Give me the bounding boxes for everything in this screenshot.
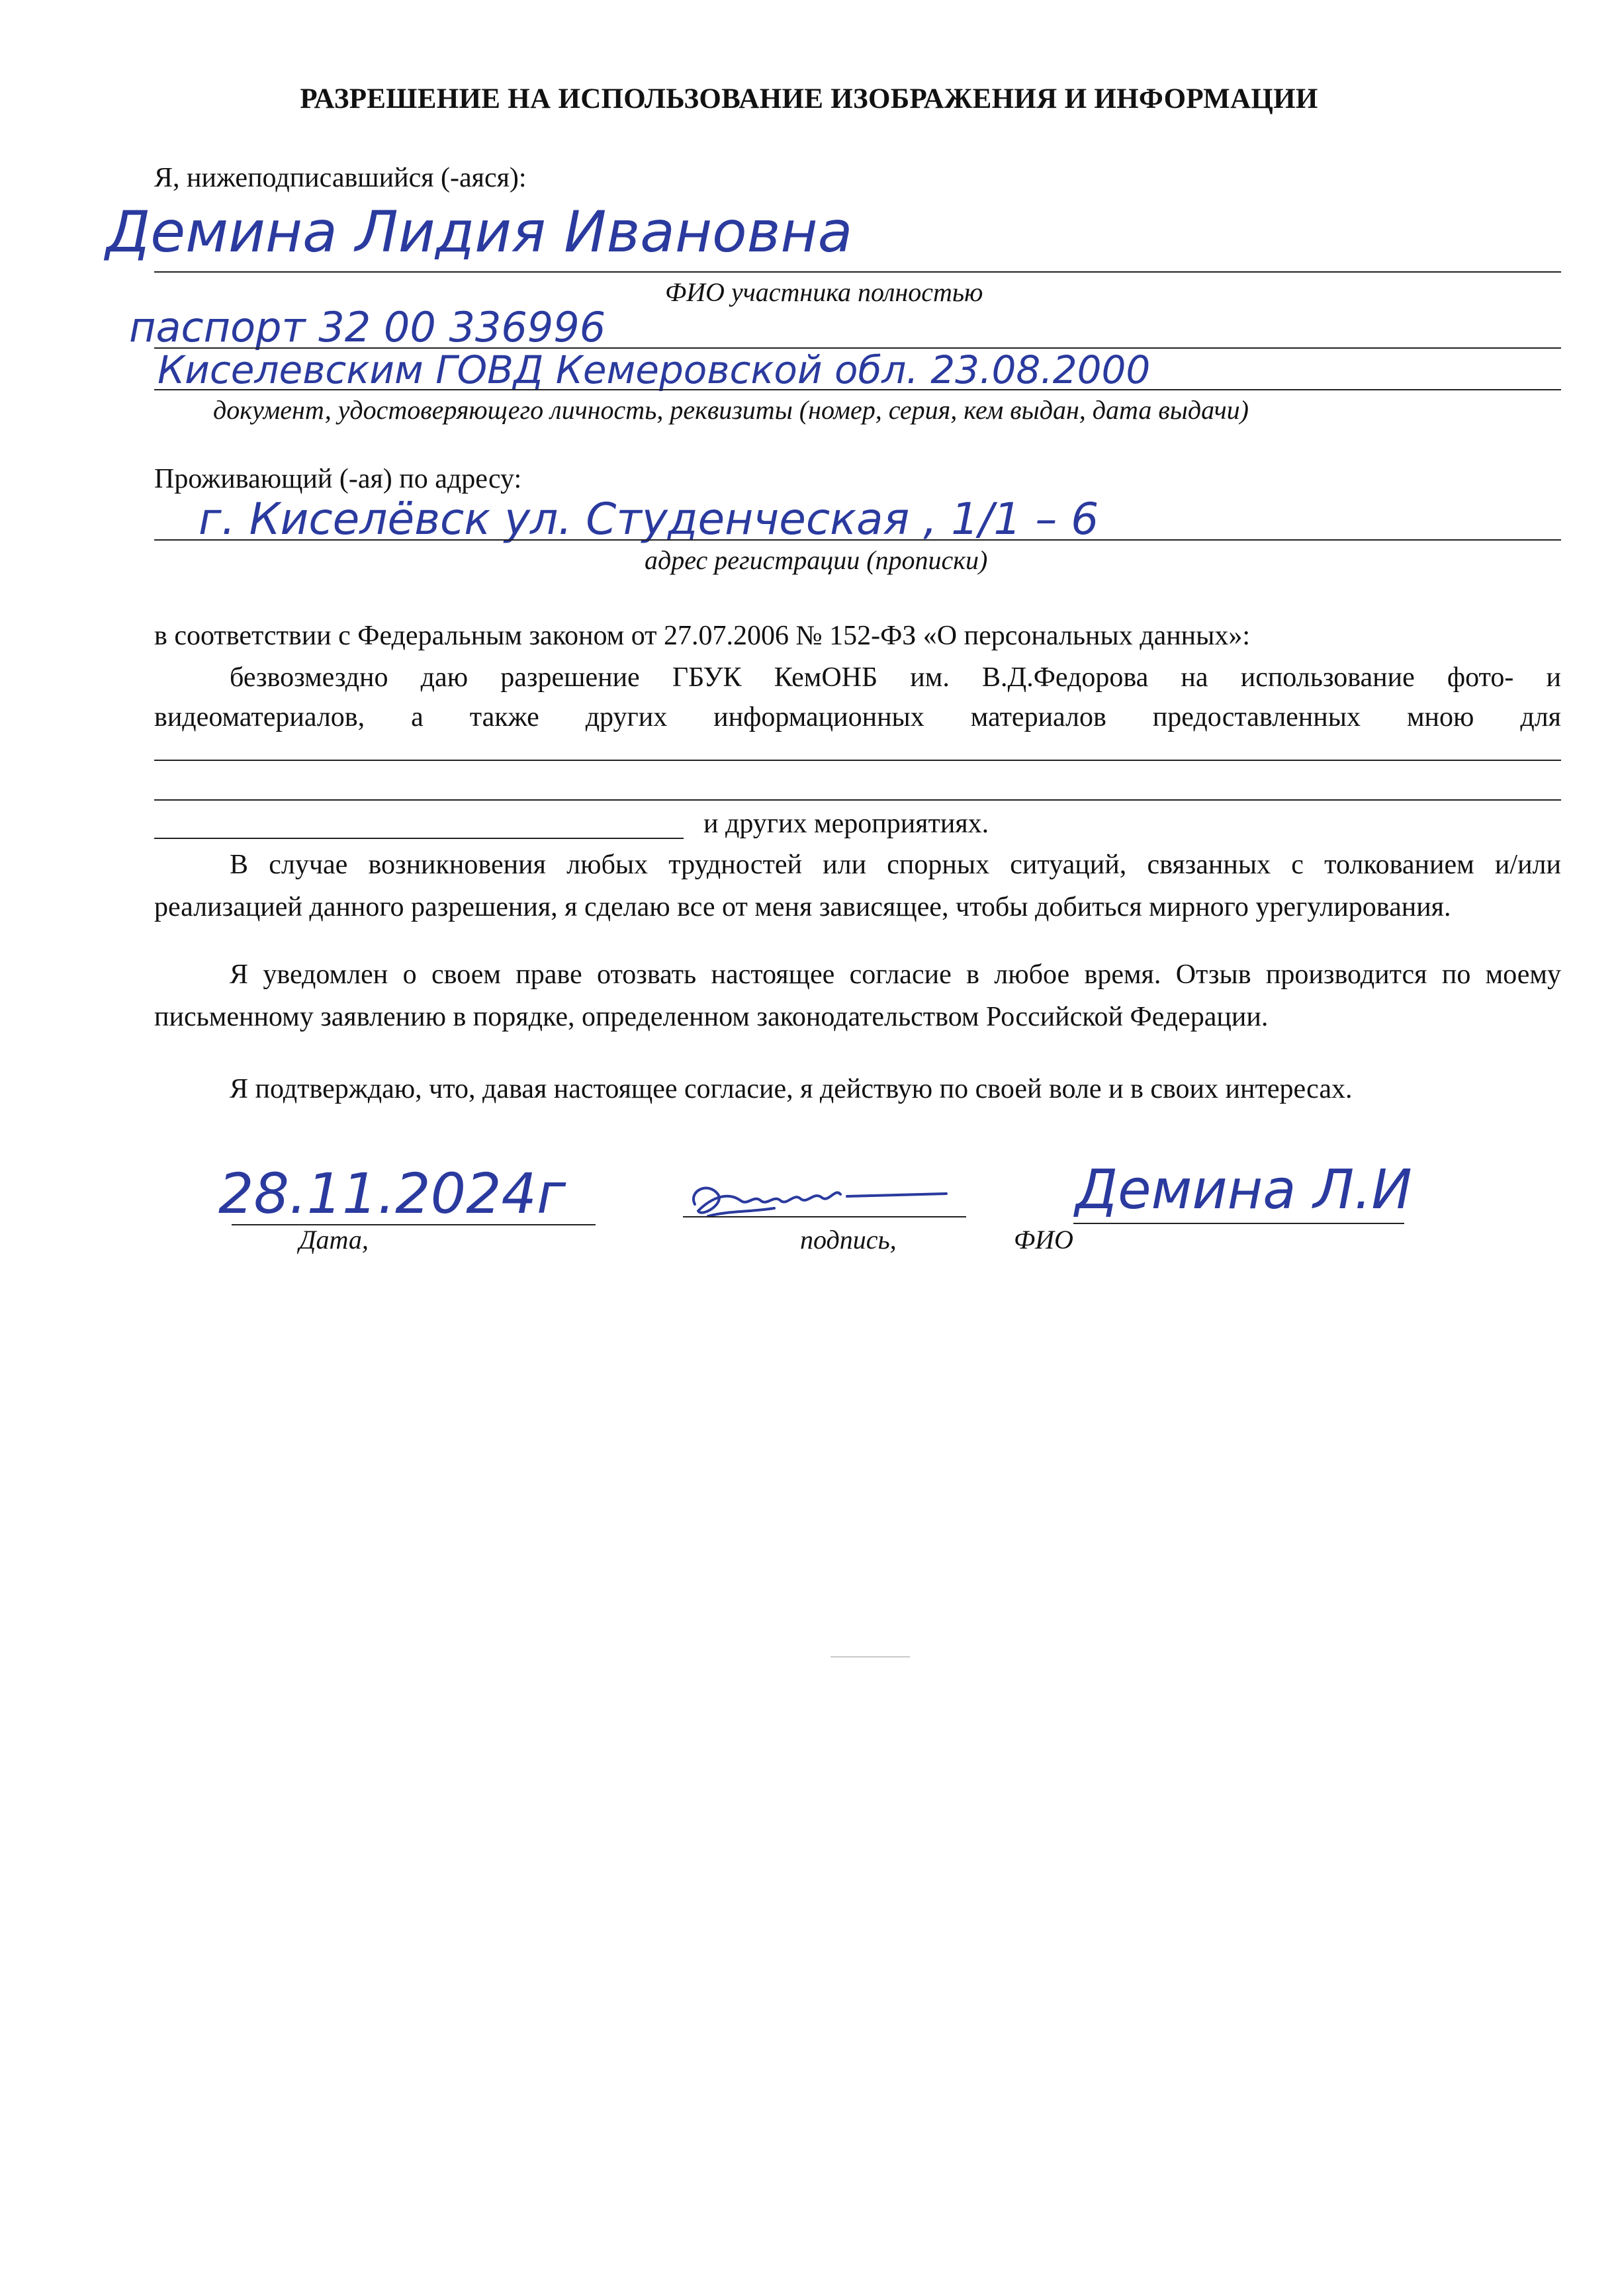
residence-label: Проживающий (-ая) по адресу: (154, 464, 522, 494)
signature-name-handwritten[interactable]: Демина Л.И (1075, 1159, 1412, 1221)
signature-name-underline (1073, 1223, 1404, 1224)
date-caption: Дата, (299, 1225, 369, 1255)
name-caption: ФИО (1014, 1225, 1073, 1255)
purpose-blank-line-1[interactable] (154, 760, 1561, 761)
signature-scribble[interactable] (682, 1165, 960, 1231)
consent-line-2: видеоматериалов, а также других информационных материалов предоставленных мною для (154, 702, 1561, 732)
signature-underline (683, 1216, 966, 1217)
id-document-caption: документ, удостоверяющего личность, реквизиты (номер, серия, кем выдан, дата выдачи) (213, 395, 1249, 425)
withdrawal-paragraph: Я уведомлен о своем праве отозвать настоящее согласие в любое время. Отзыв производится по моему письменному заявлению в порядке, определенном законодательством Российской Федерации. (154, 959, 1561, 1032)
purpose-blank-line-3[interactable] (154, 838, 684, 839)
residence-handwritten[interactable]: г. Киселёвск ул. Студенческая , 1/1 – 6 (199, 494, 1099, 545)
full-name-caption: ФИО участника полностью (665, 277, 983, 307)
residence-underline (154, 539, 1561, 541)
consent-line-1: безвозмездно даю разрешение ГБУК КемОНБ им. В.Д.Федорова на использование фото- и (230, 662, 1561, 693)
date-underline (232, 1224, 596, 1225)
document-title: РАЗРЕШЕНИЕ НА ИСПОЛЬЗОВАНИЕ ИЗОБРАЖЕНИЯ И ИНФОРМАЦИИ (300, 83, 1318, 114)
date-handwritten[interactable]: 28.11.2024г (218, 1161, 566, 1226)
purpose-blank-line-2[interactable] (154, 799, 1561, 801)
residence-caption: адрес регистрации (прописки) (645, 545, 988, 575)
full-name-handwritten[interactable]: Демина Лидия Ивановна (106, 199, 853, 265)
dispute-paragraph: В случае возникновения любых трудностей или спорных ситуаций, связанных с толкованием и/или реализацией данного разрешения, я сделаю все от меня зависящее, чтобы добиться мирного урегулирования. (154, 850, 1561, 922)
consent-tail: и других мероприятиях. (703, 809, 989, 839)
signature-caption: подпись, (800, 1225, 897, 1255)
intro-text: Я, нижеподписавшийся (-аяся): (154, 163, 527, 193)
free-will-paragraph: Я подтверждаю, что, давая настоящее согласие, я действую по своей воле и в своих интересах. (230, 1074, 1353, 1104)
id-document-line1-handwritten[interactable]: паспорт 32 00 336996 (129, 303, 606, 351)
full-name-underline (154, 271, 1561, 273)
id-document-line2-handwritten[interactable]: Киселевским ГОВД Кемеровской обл. 23.08.2000 (157, 347, 1151, 392)
id-document-line2-underline (154, 389, 1561, 390)
scan-artifact-mark (831, 1656, 910, 1657)
law-reference: в соответствии с Федеральным законом от 27.07.2006 № 152-ФЗ «О персональных данных»: (154, 621, 1251, 651)
